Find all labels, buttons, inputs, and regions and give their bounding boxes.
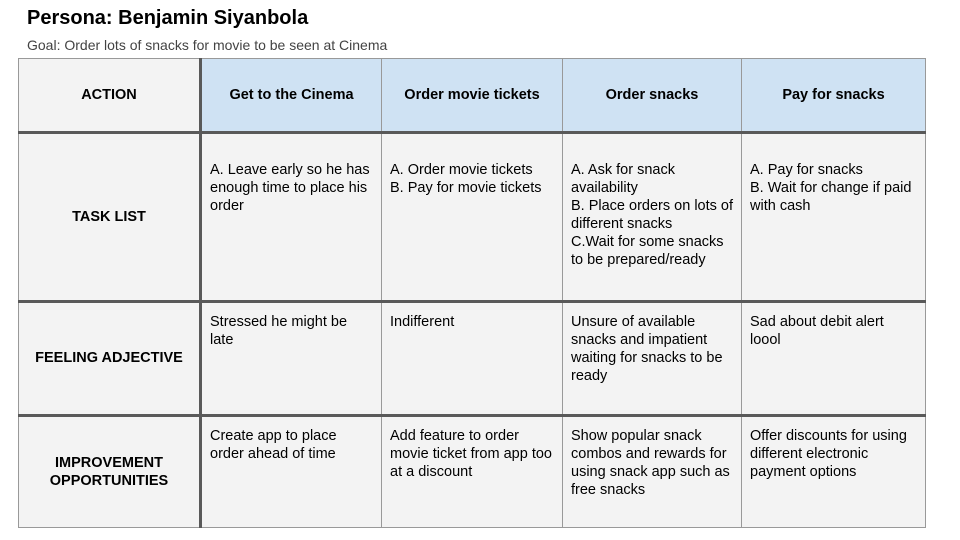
row-header-feeling-adjective: FEELING ADJECTIVE xyxy=(19,302,201,415)
feeling-text: Sad about debit alert loool xyxy=(750,314,888,349)
goal-subtitle: Goal: Order lots of snacks for movie to be seen at Cinema xyxy=(27,37,388,53)
feeling-cell-get-to-cinema xyxy=(201,302,382,415)
task-item: B. Place orders on lots of different snacks xyxy=(571,198,738,233)
persona-title: Persona: Benjamin Siyanbola xyxy=(27,7,309,29)
feeling-adjective-row xyxy=(19,302,926,415)
row-header-task-list: TASK LIST xyxy=(19,133,201,302)
improvement-cell-get-to-cinema xyxy=(201,415,382,528)
improvement-text: Add feature to order movie ticket from app too at a discount xyxy=(390,427,557,480)
feeling-cell-pay-snacks xyxy=(742,302,926,415)
improvement-cell-order-tickets xyxy=(382,415,563,528)
task-cell-order-tickets xyxy=(382,133,563,302)
row-header-line: OPPORTUNITIES xyxy=(49,472,169,489)
row-header-line: IMPROVEMENT xyxy=(55,454,163,471)
task-cell-get-to-cinema xyxy=(201,133,382,302)
feeling-text: Stressed he might be late xyxy=(210,314,352,349)
improvement-text: Show popular snack combos and rewards for using snack app such as free snacks xyxy=(571,427,734,498)
journey-map-table xyxy=(18,58,926,528)
header-row xyxy=(19,59,926,133)
column-header-pay-snacks: Pay for snacks xyxy=(742,59,926,133)
task-item: B. Pay for movie tickets xyxy=(390,180,542,197)
task-item: B. Wait for change if paid with cash xyxy=(750,180,916,215)
improvement-opportunities-row xyxy=(19,415,926,528)
task-item: A. Leave early so he has enough time to place his order xyxy=(210,162,374,215)
task-item: A. Ask for snack availability xyxy=(571,162,679,197)
task-cell-pay-snacks xyxy=(742,133,926,302)
feeling-text: Unsure of available snacks and impatient waiting for snacks to be ready xyxy=(571,314,727,385)
task-item: C.Wait for some snacks to be prepared/ready xyxy=(571,234,728,269)
task-list-row xyxy=(19,133,926,302)
improvement-cell-pay-snacks xyxy=(742,415,926,528)
task-item: A. Pay for snacks xyxy=(750,162,863,179)
improvement-text: Create app to place order ahead of time xyxy=(210,427,341,462)
column-header-get-to-cinema: Get to the Cinema xyxy=(201,59,382,133)
feeling-cell-order-tickets xyxy=(382,302,563,415)
corner-action-label: ACTION xyxy=(19,59,201,133)
row-header-improvement-opportunities xyxy=(19,415,201,528)
column-header-order-tickets: Order movie tickets xyxy=(382,59,563,133)
improvement-text: Offer discounts for using different electronic payment options xyxy=(750,427,911,480)
task-cell-order-snacks xyxy=(563,133,742,302)
feeling-text: Indifferent xyxy=(390,314,455,331)
column-header-order-snacks: Order snacks xyxy=(563,59,742,133)
feeling-cell-order-snacks xyxy=(563,302,742,415)
improvement-cell-order-snacks xyxy=(563,415,742,528)
task-item: A. Order movie tickets xyxy=(390,162,533,179)
